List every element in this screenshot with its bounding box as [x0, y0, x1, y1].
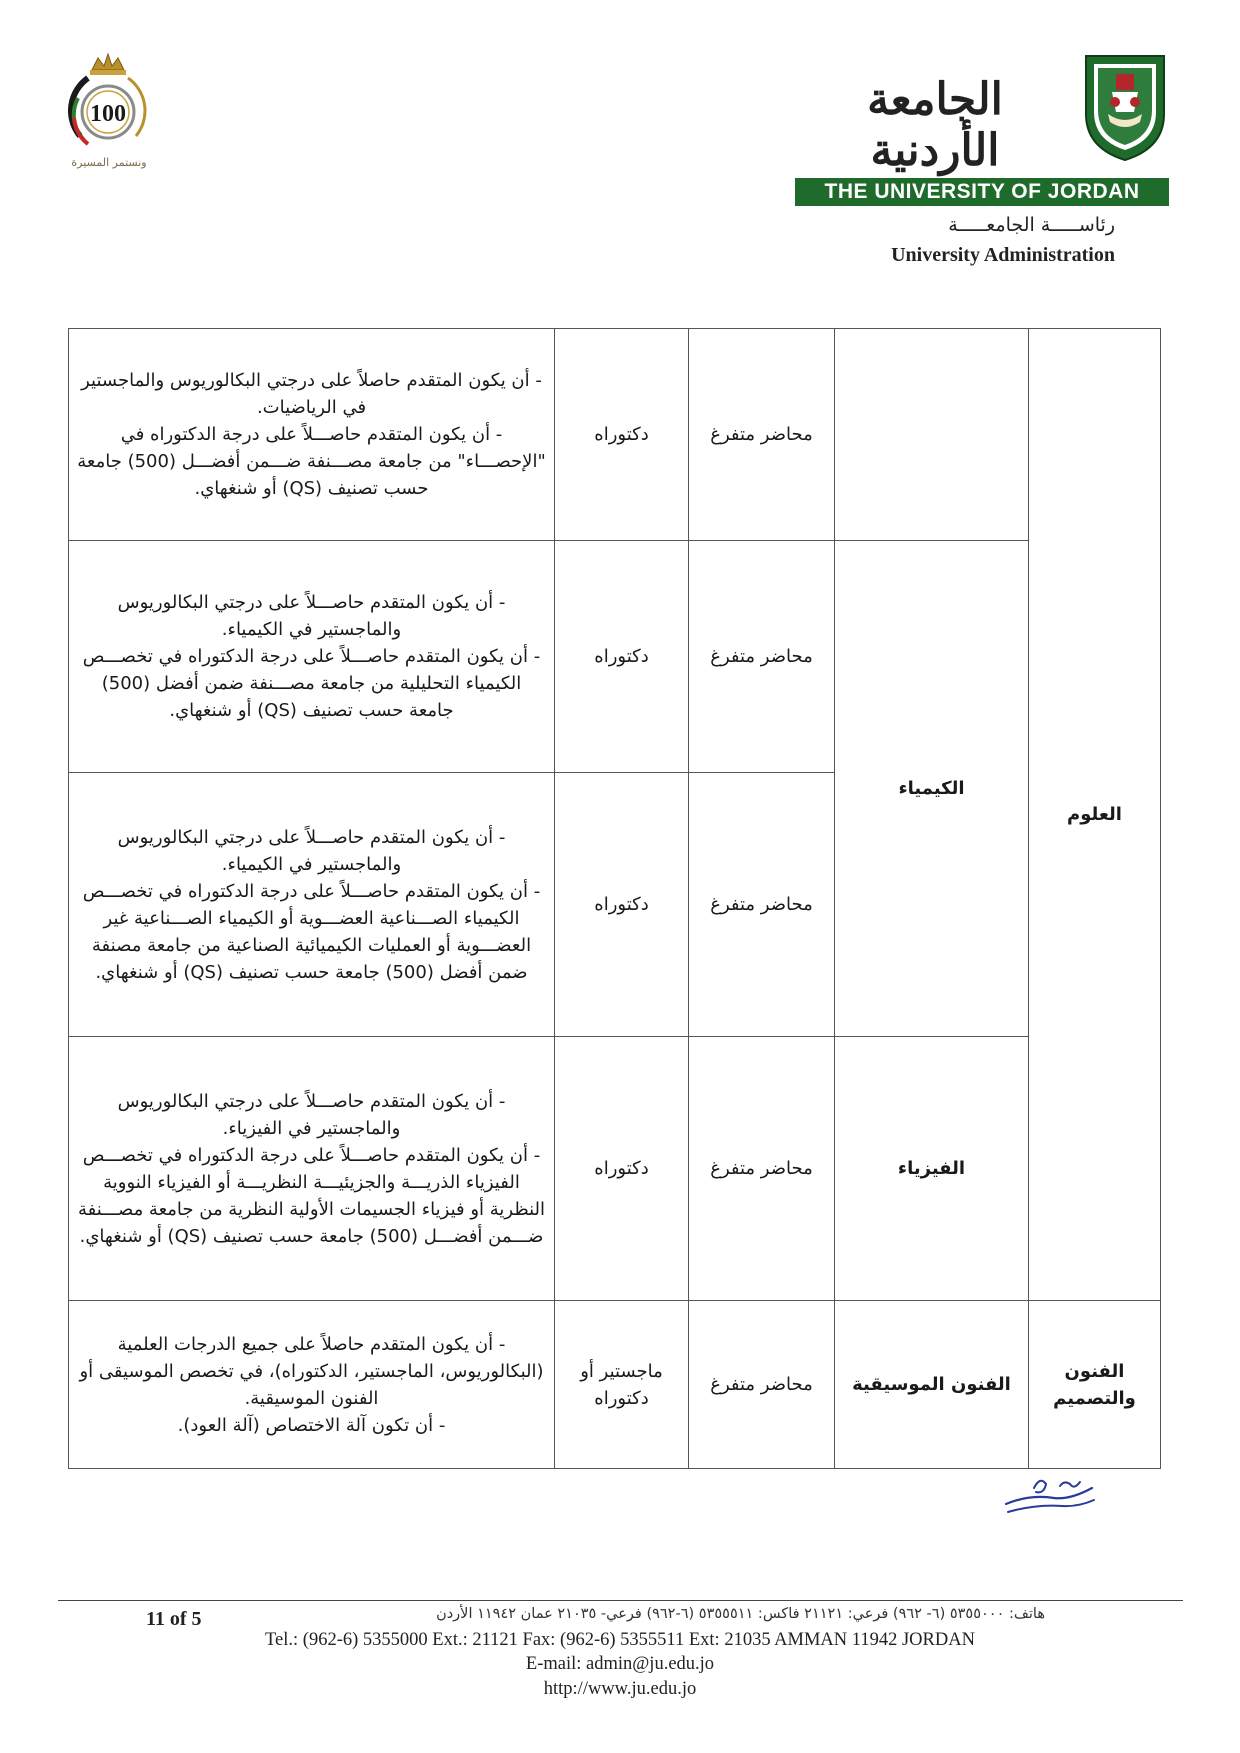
requirements-cell — [69, 541, 555, 773]
department-cell-chemistry: الكيمياء — [835, 541, 1029, 1037]
degree-cell: دكتوراه — [555, 773, 689, 1037]
requirement-item: - أن يكون المتقدم حاصلاً على جميع الدرجات العلمية (البكالوريوس، الماجستير، الدكتوراه)، في تخصص الموسيقى أو الفنون الموسيقية. — [79, 1333, 544, 1409]
centennial-tagline: ونستمر المسيرة — [71, 156, 147, 169]
requirement-item: - أن يكون المتقدم حاصـــلاً على درجة الدكتوراه في تخصـــص الكيمياء التحليلية من جامعة مصـــنفة ضمن أفضل (500) جامعة حسب تصنيف (QS) أو شنغهاي. — [82, 646, 541, 721]
university-name-english: THE UNIVERSITY OF JORDAN — [795, 178, 1169, 206]
footer-contact-arabic: هاتف: ٥٣٥٥٠٠٠ (٦- ٩٦٢) فرعي: ٢١١٢١ فاكس: ٥٣٥٥٥١١ (٦-٩٦٢) فرعي- ٢١٠٣٥ عمان ١١٩٤٢ الأردن — [436, 1606, 1045, 1622]
administration-arabic: رئاســـــة الجامعـــــة — [948, 214, 1115, 236]
degree-cell: دكتوراه — [555, 1037, 689, 1301]
university-name-arabic: الجامعة الأردنية — [867, 74, 1003, 176]
degree-cell: ماجستير أو دكتوراه — [555, 1301, 689, 1469]
requirement-item: - أن يكون المتقدم حاصـــلاً على درجتي البكالوريوس والماجستير في الكيمياء. — [117, 592, 506, 640]
footer-divider — [58, 1600, 1183, 1601]
centennial-logo — [58, 48, 158, 178]
requirements-cell — [69, 329, 555, 541]
requirement-item: - أن يكون المتقدم حاصـــلاً على درجة الدكتوراه في "الإحصـــاء" من جامعة مصـــنفة ضـــمن أفضـــل (500) جامعة حسب تصنيف (QS) أو شنغهاي. — [77, 424, 546, 499]
page-number: 11 of 5 — [146, 1608, 202, 1630]
footer-email: E-mail: admin@ju.edu.jo — [525, 1654, 715, 1674]
requirements-cell — [69, 773, 555, 1037]
requirements-cell — [69, 1037, 555, 1301]
faculty-cell-sciences: العلوم — [1029, 329, 1161, 1301]
centennial-number: 100 — [90, 101, 126, 127]
position-cell: محاضر متفرغ — [689, 541, 835, 773]
department-cell — [835, 329, 1029, 541]
degree-cell: دكتوراه — [555, 329, 689, 541]
requirements-cell — [69, 1301, 555, 1469]
requirement-item: - أن يكون المتقدم حاصلاً على درجتي البكالوريوس والماجستير في الرياضيات. — [81, 370, 542, 418]
footer-website: http://www.ju.edu.jo — [543, 1679, 697, 1699]
table-row — [69, 1301, 1161, 1469]
centennial-emblem-icon — [58, 48, 158, 158]
requirement-item: - أن تكون آلة الاختصاص (آلة العود). — [177, 1414, 446, 1436]
table-row — [69, 329, 1161, 541]
position-cell: محاضر متفرغ — [689, 773, 835, 1037]
requirement-item: - أن يكون المتقدم حاصـــلاً على درجة الدكتوراه في تخصـــص الكيمياء الصـــناعية العضـــوية أو الكيمياء الصـــناعية غير العضـــوية أو العمليات الكيميائية الصناعية من جامعة مصنفة ضمن أفضل (500) جامعة حسب تصنيف (QS) أو شنغهاي. — [82, 880, 541, 983]
administration-english: University Administration — [891, 244, 1115, 266]
university-emblem-icon — [1082, 52, 1168, 164]
degree-cell: دكتوراه — [555, 541, 689, 773]
table-row — [69, 1037, 1161, 1301]
department-cell-music: الفنون الموسيقية — [835, 1301, 1029, 1469]
faculty-cell-arts: الفنون والتصميم — [1029, 1301, 1161, 1469]
position-cell: محاضر متفرغ — [689, 329, 835, 541]
position-cell: محاضر متفرغ — [689, 1037, 835, 1301]
requirement-item: - أن يكون المتقدم حاصـــلاً على درجة الدكتوراه في تخصـــص الفيزياء الذريـــة والجزيئيـــة النظريـــة أو الفيزياء النووية النظرية أو فيزياء الجسيمات الأولية النظرية من جامعة مصـــنفة ضـــمن أفضـــل (500) جامعة حسب تصنيف (QS) أو شنغهاي. — [77, 1144, 546, 1247]
positions-table — [68, 328, 1161, 1469]
position-cell: محاضر متفرغ — [689, 1301, 835, 1469]
footer-contact-english: Tel.: (962-6) 5355000 Ext.: 21121 Fax: (962-6) 5355511 Ext: 21035 AMMAN 11942 JORDAN — [265, 1630, 975, 1650]
requirement-item: - أن يكون المتقدم حاصـــلاً على درجتي البكالوريوس والماجستير في الكيمياء. — [117, 826, 506, 875]
department-cell-physics: الفيزياء — [835, 1037, 1029, 1301]
signature-icon — [1000, 1470, 1100, 1520]
requirement-item: - أن يكون المتقدم حاصـــلاً على درجتي البكالوريوس والماجستير في الفيزياء. — [117, 1090, 506, 1139]
table-row — [69, 541, 1161, 773]
